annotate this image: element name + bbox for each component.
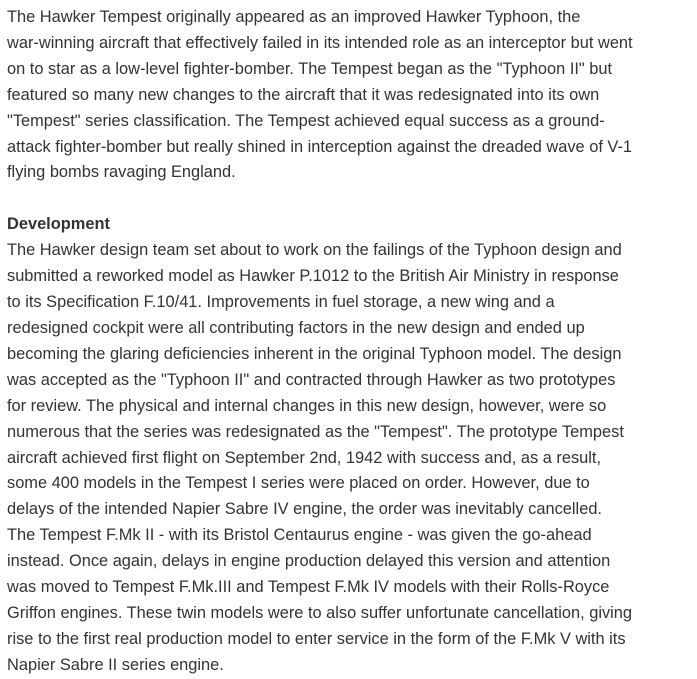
intro-paragraph: [7, 0, 689, 186]
section-heading-development: Development: [7, 215, 110, 234]
development-line: becoming the glaring deficiencies inherent in the original Typhoon model. The design: [7, 344, 622, 363]
development-line: for review. The physical and internal changes in this new design, however, were so: [7, 396, 607, 415]
development-line: aircraft achieved first flight on September 2nd, 1942 with success and, as a result,: [7, 448, 602, 467]
development-line: some 400 models in the Tempest I series were placed on order. However, due to: [7, 474, 590, 493]
development-line: Griffon engines. These twin models were to also suffer unfortunate cancellation, giving: [7, 603, 633, 622]
development-line: delays of the intended Napier Sabre IV engine, the order was inevitably cancelled.: [7, 500, 602, 519]
development-line: was accepted as the "Typhoon II" and contracted through Hawker as two prototypes: [7, 370, 616, 389]
development-line: rise to the first real production model to enter service in the form of the F.Mk V with its: [7, 629, 626, 648]
development-line: The Tempest F.Mk II - with its Bristol Centaurus engine - was given the go-ahead: [7, 526, 592, 545]
development-line: Napier Sabre II series engine.: [7, 655, 224, 674]
intro-line: attack fighter-bomber but really shined in interception against the dreaded wave of V-1: [7, 137, 633, 156]
intro-line: war-winning aircraft that effectively failed in its intended role as an interceptor but went: [7, 33, 633, 52]
development-line: to its Specification F.10/41. Improvements in fuel storage, a new wing and a: [7, 293, 555, 312]
development-line: was moved to Tempest F.Mk.III and Tempest F.Mk IV models with their Rolls-Royce: [7, 578, 610, 597]
intro-line: The Hawker Tempest originally appeared as an improved Hawker Typhoon, the: [7, 8, 581, 26]
development-line: submitted a reworked model as Hawker P.1012 to the British Air Ministry in response: [7, 267, 619, 286]
development-line: numerous that the series was redesignated as the "Tempest". The prototype Tempest: [7, 422, 624, 441]
development-paragraph: [7, 238, 689, 678]
intro-line: flying bombs ravaging England.: [7, 163, 236, 182]
intro-line: on to star as a low-level fighter-bomber. The Tempest began as the "Typhoon II" but: [7, 59, 613, 78]
development-line: instead. Once again, delays in engine production delayed this version and attention: [7, 552, 611, 571]
development-line: The Hawker design team set about to work on the failings of the Typhoon design and: [7, 241, 622, 260]
intro-line: "Tempest" series classification. The Tempest achieved equal success as a ground-: [7, 111, 605, 130]
development-line: redesigned cockpit were all contributing factors in the new design and ended up: [7, 318, 585, 337]
intro-line: featured so many new changes to the aircraft that it was redesignated into its own: [7, 85, 600, 104]
